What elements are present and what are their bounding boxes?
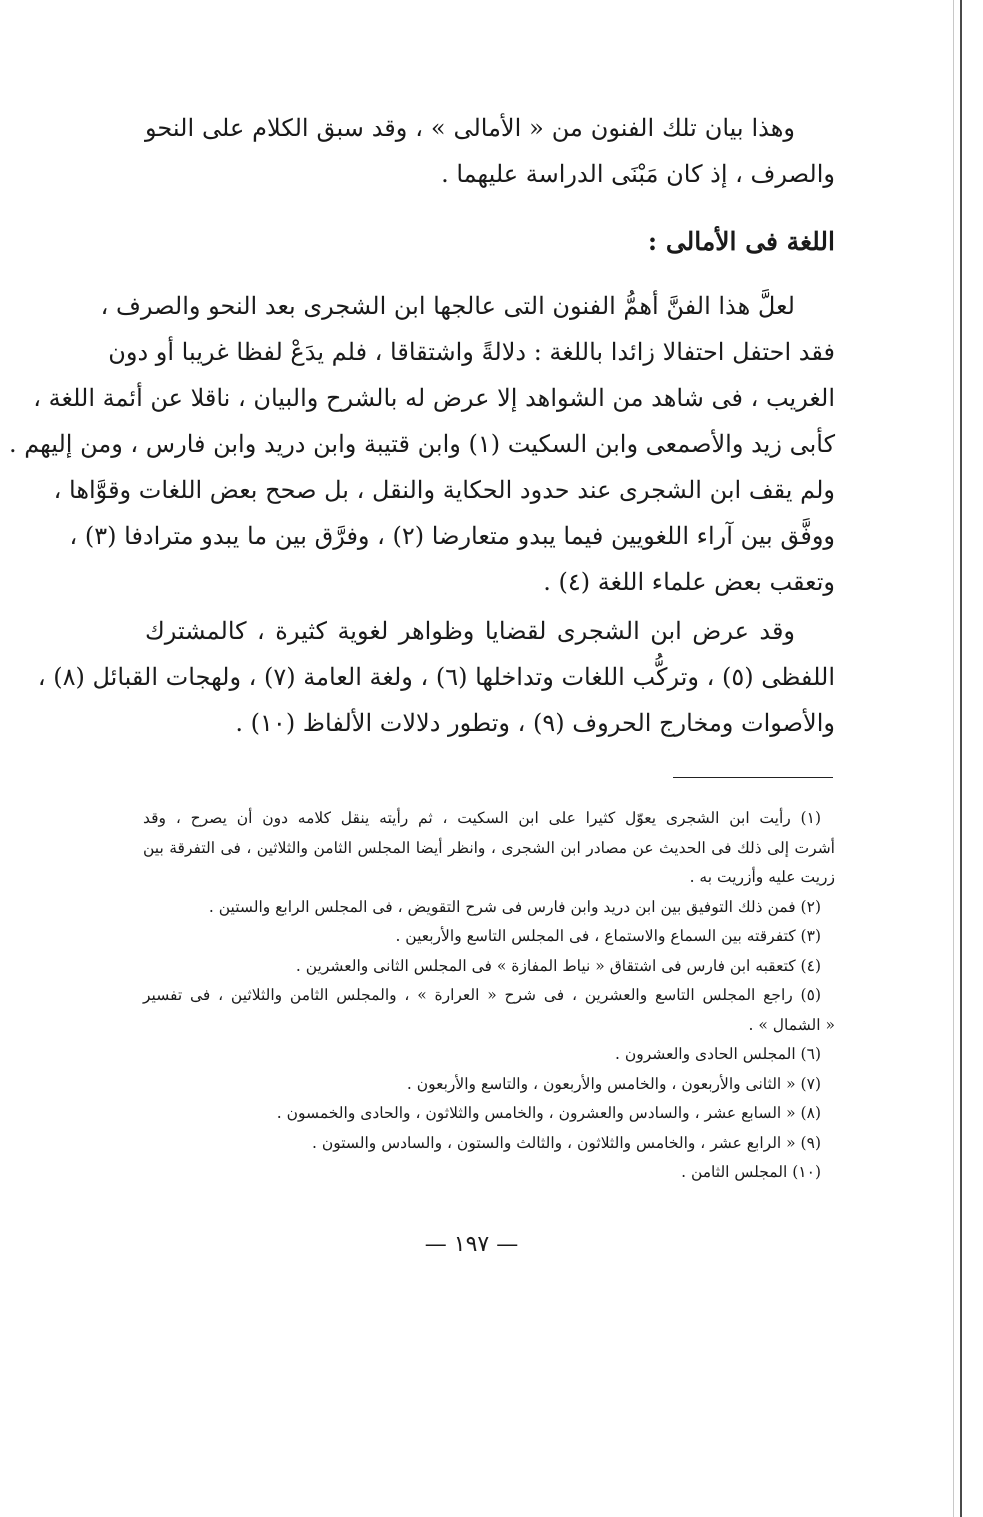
body-line: فقد احتفل احتفالا زائدا باللغة : دلالةً واشتقاقا ، فلم يدَعْ لفظا غريبا أو دون (108, 338, 835, 366)
footnote-line: (٢) فمن ذلك التوفيق بين ابن دريد وابن فارس فى شرح التقويض ، فى المجلس الرابع والستين . (208, 897, 821, 916)
body-line: وقد عرض ابن الشجرى لقضايا وظواهر لغوية كثيرة ، كالمشترك (145, 617, 795, 645)
body-line: ووفَّق بين آراء اللغويين فيما يبدو متعارضا (٢) ، وفرَّق بين ما يبدو مترادفا (٣) ، (69, 522, 835, 550)
footnote-separator (673, 777, 833, 778)
body-line: وهذا بيان تلك الفنون من « الأمالى » ، وقد سبق الكلام على النحو (145, 114, 796, 142)
footnotes (143, 804, 835, 1188)
body-line: كأبى زيد والأصمعى وابن السكيت (١) وابن قتيبة وابن دريد وابن فارس ، ومن إليهم . (8, 430, 835, 458)
body-line: والأصوات ومخارج الحروف (٩) ، وتطور دلالات الألفاظ (١٠) . (235, 709, 835, 737)
paragraph-phenomena (37, 608, 835, 746)
footnote-line: (٦) المجلس الحادى والعشرون . (615, 1045, 821, 1063)
scan-edge-shadow (953, 0, 954, 1517)
body-line: وتعقب بعض علماء اللغة (٤) . (543, 568, 835, 596)
intro-paragraph (145, 105, 835, 197)
body-line: والصرف ، إذ كان مَبْنَى الدراسة عليهما . (441, 160, 835, 188)
footnote-line: (٥) راجع المجلس التاسع والعشرين ، فى شرح « العرارة » ، والمجلس الثامن والثلاثين ، فى تفسير (143, 986, 821, 1004)
body-line: لعلَّ هذا الفنَّ أهمُّ الفنون التى عالجها ابن الشجرى بعد النحو والصرف ، (100, 292, 795, 320)
section-heading: اللغة فى الأمالى : (647, 227, 835, 256)
scan-edge-line (960, 0, 962, 1517)
footnote-line: (١) رأيت ابن الشجرى يعوّل كثيرا على ابن السكيت ، ثم رأيته ينقل كلامه دون أن يصرح ، وقد (143, 809, 821, 827)
footnote-line: (٩) « الرابع عشر ، والخامس والثلاثون ، والثالث والستون ، والسادس والستون . (312, 1133, 821, 1152)
footnote-line: (٣) كتفرقته بين السماع والاستماع ، فى المجلس التاسع والأربعين . (395, 927, 821, 945)
footnote-line: زريت عليه وأزريت به . (689, 868, 835, 886)
footnote-line: « الشمال » . (748, 1015, 835, 1034)
page-number: — ١٩٧ — (424, 1232, 519, 1257)
footnote-line: أشرت إلى ذلك فى الحديث عن مصادر ابن الشجرى ، وانظر أيضا المجلس الثامن والثلاثين ، فى التفرقة بين (143, 838, 835, 857)
body-line: ولم يقف ابن الشجرى عند حدود الحكاية والنقل ، بل صحح بعض اللغات وقوَّاها ، (53, 476, 835, 504)
footnote-line: (٤) كتعقبه ابن فارس فى اشتقاق « نياط المفازة » فى المجلس الثانى والعشرين . (295, 956, 821, 975)
footnote-line: (١٠) المجلس الثامن . (681, 1163, 821, 1181)
footnote-line: (٧) « الثانى والأربعون ، والخامس والأربعون ، والتاسع والأربعون . (406, 1074, 821, 1093)
footnote-line: (٨) « السابع عشر ، والسادس والعشرون ، والخامس والثلاثون ، والحادى والخمسون . (276, 1104, 821, 1122)
body-line: الغريب ، فى شاهد من الشواهد إلا عرض له بالشرح والبيان ، ناقلا عن أئمة اللغة ، (33, 384, 835, 412)
body-line: اللفظى (٥) ، وتركُّب اللغات وتداخلها (٦) ، ولغة العامة (٧) ، ولهجات القبائل (٨) ، (37, 663, 835, 691)
paragraph-language (8, 283, 835, 605)
